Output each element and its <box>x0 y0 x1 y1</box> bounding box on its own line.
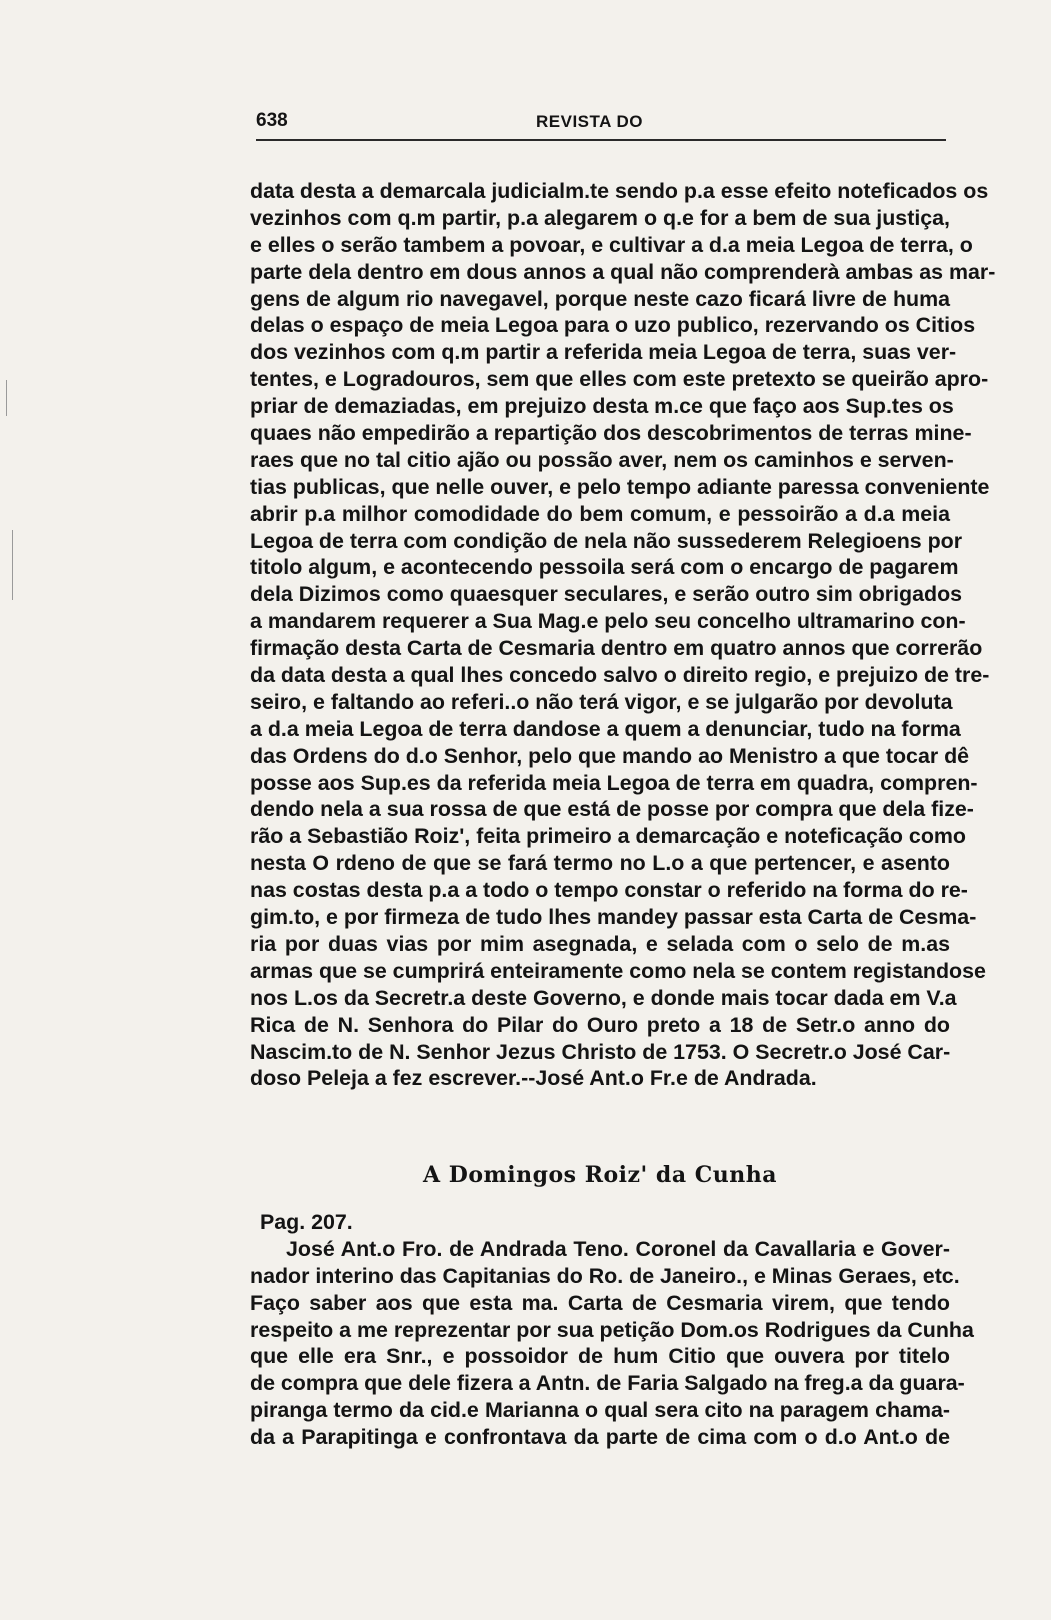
text-line: nos L.os da Secretr.a deste Governo, e donde mais tocar dada em V.a <box>250 985 957 1010</box>
text-line: quaes não empedirão a repartição dos descobrimentos de terras mine- <box>250 421 972 446</box>
text-line: vezinhos com q.m partir, p.a alegarem o q.e for a bem de sua justiça, <box>250 205 950 230</box>
text-line: dos vezinhos com q.m partir a referida meia Legoa de terra, suas ver- <box>250 340 957 365</box>
text-line: parte dela dentro em dous annos a qual não comprenderà ambas as mar- <box>250 259 996 284</box>
text-line: data desta a demarcala judicialm.te sendo p.a esse efeito noteficados os <box>250 179 989 203</box>
scan-margin-mark <box>6 380 7 416</box>
text-line: a mandarem requerer a Sua Mag.e pelo seu concelho ultramarino con- <box>250 609 966 634</box>
scan-margin-mark <box>12 530 13 600</box>
text-line: raes que no tal citio ajão ou possão aver, nem os caminhos e serven- <box>250 447 954 472</box>
text-line: Nascim.to de N. Senhor Jezus Christo de 1753. O Secretr.o José Car- <box>250 1039 951 1064</box>
text-line: Rica de N. Senhora do Pilar do Ouro preto a 18 de Setr.o anno do <box>250 1012 950 1037</box>
text-line: tias publicas, que nelle ouver, e pelo tempo adiante paressa conveniente <box>250 474 990 499</box>
page-header <box>256 104 946 138</box>
text-line: rão a Sebastião Roiz', feita primeiro a demarcação e noteficação como <box>250 824 966 849</box>
text-line: dela Dizimos como quaesquer seculares, e serão outro sim obrigados <box>250 582 963 607</box>
text-line: gens de algum rio navegavel, porque neste cazo ficará livre de huma <box>250 286 950 311</box>
text-line: e elles o serão tambem a povoar, e cultivar a d.a meia Legoa de terra, o <box>250 232 973 257</box>
text-line: dendo nela a sua rossa de que está de posse por compra que dela fize- <box>250 797 974 822</box>
text-line: abrir p.a milhor comodidade do bem comum, e pessoirão a d.a meia <box>250 501 950 526</box>
text-line: posse aos Sup.es da referida meia Legoa de terra em quadra, compren- <box>250 770 978 795</box>
page-number: 638 <box>256 110 288 131</box>
text-line: Faço saber aos que esta ma. Carta de Cesmaria virem, que tendo <box>250 1290 950 1315</box>
text-line: da a Parapitinga e confrontava da parte de cima com o d.o Ant.o de <box>250 1425 950 1450</box>
text-line: que elle era Snr., e possoidor de hum Citio que ouvera por titelo <box>250 1344 950 1369</box>
section-body <box>250 1209 974 1451</box>
text-line: seiro, e faltando ao referi..o não terá vigor, e se julgarão por devoluta <box>250 689 953 714</box>
text-line: gim.to, e por firmeza de tudo lhes mandey passar esta Carta de Cesma- <box>250 905 977 930</box>
text-line: da data desta a qual lhes concedo salvo o direito regio, e prejuizo de tre- <box>250 663 990 688</box>
text-line: das Ordens do d.o Senhor, pelo que mando ao Menistro a que tocar dê <box>250 743 970 768</box>
text-line: José Ant.o Fro. de Andrada Teno. Coronel da Cavallaria e Gover- <box>286 1236 950 1261</box>
header-rule <box>256 139 946 141</box>
text-line: nesta O rdeno de que se fará termo no L.o a que pertencer, e asento <box>250 851 950 876</box>
text-line: doso Peleja a fez escrever.--José Ant.o Fr.e de Andrada. <box>250 1066 817 1091</box>
text-line: firmação desta Carta de Cesmaria dentro em quatro annos que correrão <box>250 636 983 661</box>
text-line: delas o espaço de meia Legoa para o uzo publico, rezervando os Citios <box>250 313 976 338</box>
text-line: titolo algum, e acontecendo pessoila será com o encargo de pagarem <box>250 555 959 580</box>
text-line: armas que se cumprirá enteiramente como nela se contem registandose <box>250 958 986 983</box>
text-line: respeito a me reprezentar por sua petição Dom.os Rodrigues da Cunha <box>250 1317 974 1342</box>
text-line: ria por duas vias por mim asegnada, e selada com o selo de m.as <box>250 931 950 956</box>
text-line: nas costas desta p.a a todo o tempo constar o referido na forma do re- <box>250 878 968 903</box>
text-line: tentes, e Logradouros, sem que elles com este pretexto se queirão apro- <box>250 367 989 392</box>
text-line: a d.a meia Legoa de terra dandose a quem a denunciar, tudo na forma <box>250 716 961 741</box>
text-line: piranga termo da cid.e Marianna o qual sera cito na paragem chama- <box>250 1398 950 1423</box>
text-line: priar de demaziadas, em prejuizo desta m.ce que faço aos Sup.tes os <box>250 394 954 419</box>
text-line: Legoa de terra com condição de nela não sussederem Relegioens por <box>250 528 963 553</box>
section-heading: A Domingos Roiz' da Cunha <box>423 1162 777 1188</box>
page-reference: Pag. 207. <box>260 1210 353 1234</box>
text-line: de compra que dele fizera a Antn. de Faria Salgado na freg.a da guara- <box>250 1371 965 1396</box>
body-text <box>250 178 996 1092</box>
text-line: nador interino das Capitanias do Ro. de Janeiro., e Minas Geraes, etc. <box>250 1263 960 1288</box>
running-head: REVISTA DO <box>536 112 644 131</box>
